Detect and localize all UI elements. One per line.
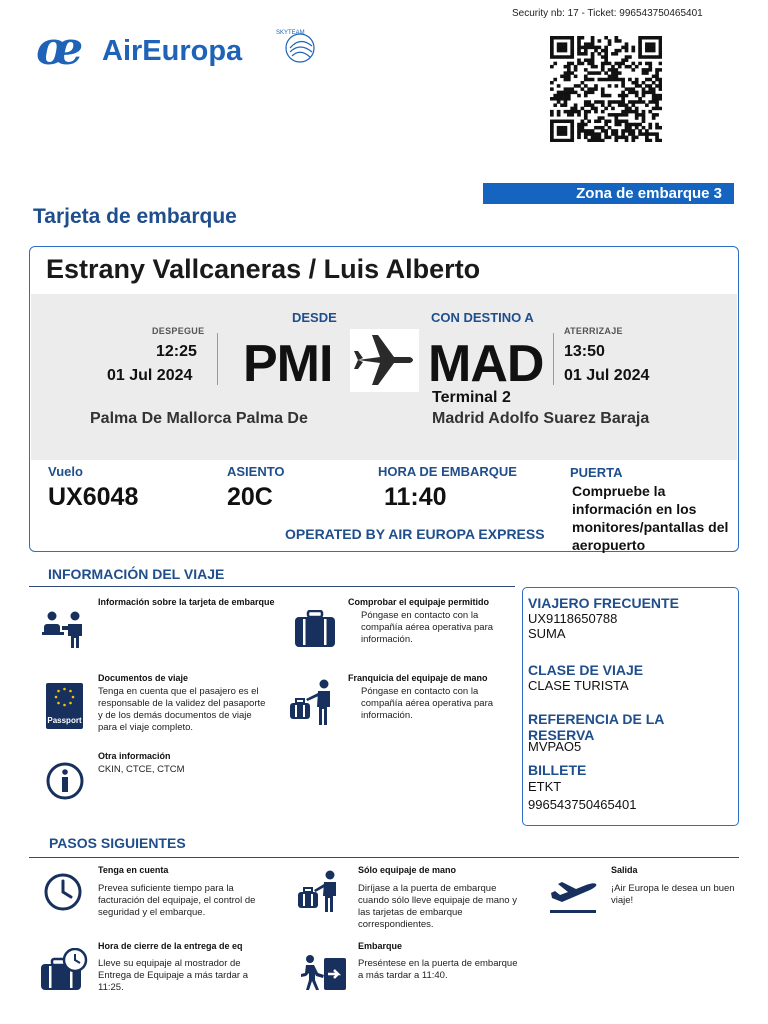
ae-monogram-icon <box>36 24 83 72</box>
booking-reference-label: REFERENCIA DE LA RESERVA <box>528 711 664 743</box>
divider <box>553 333 554 385</box>
info-item-title: Franquicia del equipaje de mano <box>348 673 488 683</box>
boarding-gate-icon <box>298 954 348 997</box>
booking-reference-value: MVPAO5 <box>528 739 582 754</box>
page-title: Tarjeta de embarque <box>33 205 237 228</box>
info-item-title: Documentos de viaje <box>98 673 189 683</box>
arrival-time: 13:50 <box>564 343 605 360</box>
gate-label: PUERTA <box>570 465 623 480</box>
step-text: Diríjase a la puerta de embarque cuando sólo lleve equipaje de mano y las tarjetas de embarque correspondientes. <box>358 883 517 930</box>
cabin-baggage-icon <box>288 679 336 732</box>
departure-time: 12:25 <box>156 343 197 360</box>
baggage-clock-icon <box>40 948 88 997</box>
step-title: Tenga en cuenta <box>98 865 169 875</box>
destination-code: MAD <box>428 335 544 393</box>
ticket-type: ETKT <box>528 779 562 794</box>
passport-icon <box>46 683 83 729</box>
ticket-number: 996543750465401 <box>528 797 637 812</box>
logo-wordmark: AirEuropa <box>102 35 243 67</box>
skyteam-text: SKYTEAM <box>276 30 305 36</box>
suitcase-icon <box>294 610 336 653</box>
departure-label: DESPEGUE <box>152 326 205 336</box>
origin-city: Palma De Mallorca Palma De <box>90 410 308 427</box>
step-title: Embarque <box>358 941 403 951</box>
info-item-title: Información sobre la tarjeta de embarque <box>98 597 275 607</box>
step-text: ¡Air Europa le desea un buen viaje! <box>611 883 735 906</box>
flight-label: Vuelo <box>48 464 83 479</box>
cabin-baggage-icon <box>296 870 344 919</box>
to-label: CON DESTINO A <box>431 310 534 325</box>
boarding-zone-banner: Zona de embarque 3 <box>483 183 734 204</box>
flight-number: UX6048 <box>48 483 139 511</box>
from-label: DESDE <box>292 310 337 325</box>
step-title: Sólo equipaje de mano <box>358 865 457 875</box>
seat-label: ASIENTO <box>227 464 285 479</box>
qr-code <box>550 36 662 142</box>
frequent-flyer-level: SUMA <box>528 626 566 641</box>
info-item-text: Tenga en cuenta que el pasajero es el responsable de la validez del pasaporte y de los demás documentos de viaje para el viaje completo. <box>98 686 266 733</box>
info-icon <box>45 761 85 806</box>
origin-code: PMI <box>243 335 333 393</box>
destination-terminal: Terminal 2 <box>432 389 511 406</box>
step-title: Salida <box>611 865 638 875</box>
steps-section-title: PASOS SIGUIENTES <box>49 835 186 851</box>
info-item-text: Póngase en contacto con la compañía aérea operativa para información. <box>361 686 494 721</box>
info-section-title: INFORMACIÓN DEL VIAJE <box>48 566 225 582</box>
step-text: Lleve su equipaje al mostrador de Entrega de Equipaje a más tardar a 11:25. <box>98 958 248 993</box>
info-item-text: CKIN, CTCE, CTCM <box>98 764 185 775</box>
step-text: Preséntese en la puerta de embarque a más tardar a 11:40. <box>358 958 518 981</box>
seat-number: 20C <box>227 483 273 511</box>
arrival-date: 01 Jul 2024 <box>564 367 650 384</box>
info-item-title: Otra información <box>98 751 171 761</box>
gate-info: Compruebe la información en los monitores/pantallas del aeropuerto <box>572 483 729 553</box>
info-item-title: Comprobar el equipaje permitido <box>348 597 490 607</box>
arrival-label: ATERRIZAJE <box>564 326 623 336</box>
frequent-flyer-label: VIAJERO FRECUENTE <box>528 595 679 611</box>
passenger-name: Estrany Vallcaneras / Luis Alberto <box>46 254 481 284</box>
section-divider <box>29 586 515 587</box>
security-ticket-line: Security nb: 17 - Ticket: 996543750465401 <box>512 8 703 19</box>
travel-class-value: CLASE TURISTA <box>528 678 629 693</box>
svg-text:œ: œ <box>36 24 84 72</box>
destination-city: Madrid Adolfo Suarez Baraja <box>432 410 650 427</box>
divider <box>217 333 218 385</box>
departure-plane-icon <box>548 876 600 921</box>
check-in-staff-icon <box>40 610 86 653</box>
ticket-label: BILLETE <box>528 762 587 778</box>
plane-icon <box>350 329 419 392</box>
boarding-time-label: HORA DE EMBARQUE <box>378 464 517 479</box>
step-text: Prevea suficiente tiempo para la facturación del equipaje, el control de seguridad y el embarque. <box>98 883 256 918</box>
air-europa-logo <box>36 24 326 72</box>
step-title: Hora de cierre de la entrega de eq <box>98 941 243 951</box>
operated-by: OPERATED BY AIR EUROPA EXPRESS <box>285 526 545 542</box>
departure-date: 01 Jul 2024 <box>107 367 193 384</box>
clock-icon <box>43 872 83 917</box>
info-item-text: Póngase en contacto con la compañía aérea operativa para información. <box>361 610 494 645</box>
section-divider <box>29 857 739 858</box>
passport-label: Passport <box>47 716 82 725</box>
frequent-flyer-number: UX9118650788 <box>528 611 618 626</box>
travel-class-label: CLASE DE VIAJE <box>528 662 644 678</box>
skyteam-icon <box>286 34 314 62</box>
boarding-time: 11:40 <box>384 483 447 511</box>
